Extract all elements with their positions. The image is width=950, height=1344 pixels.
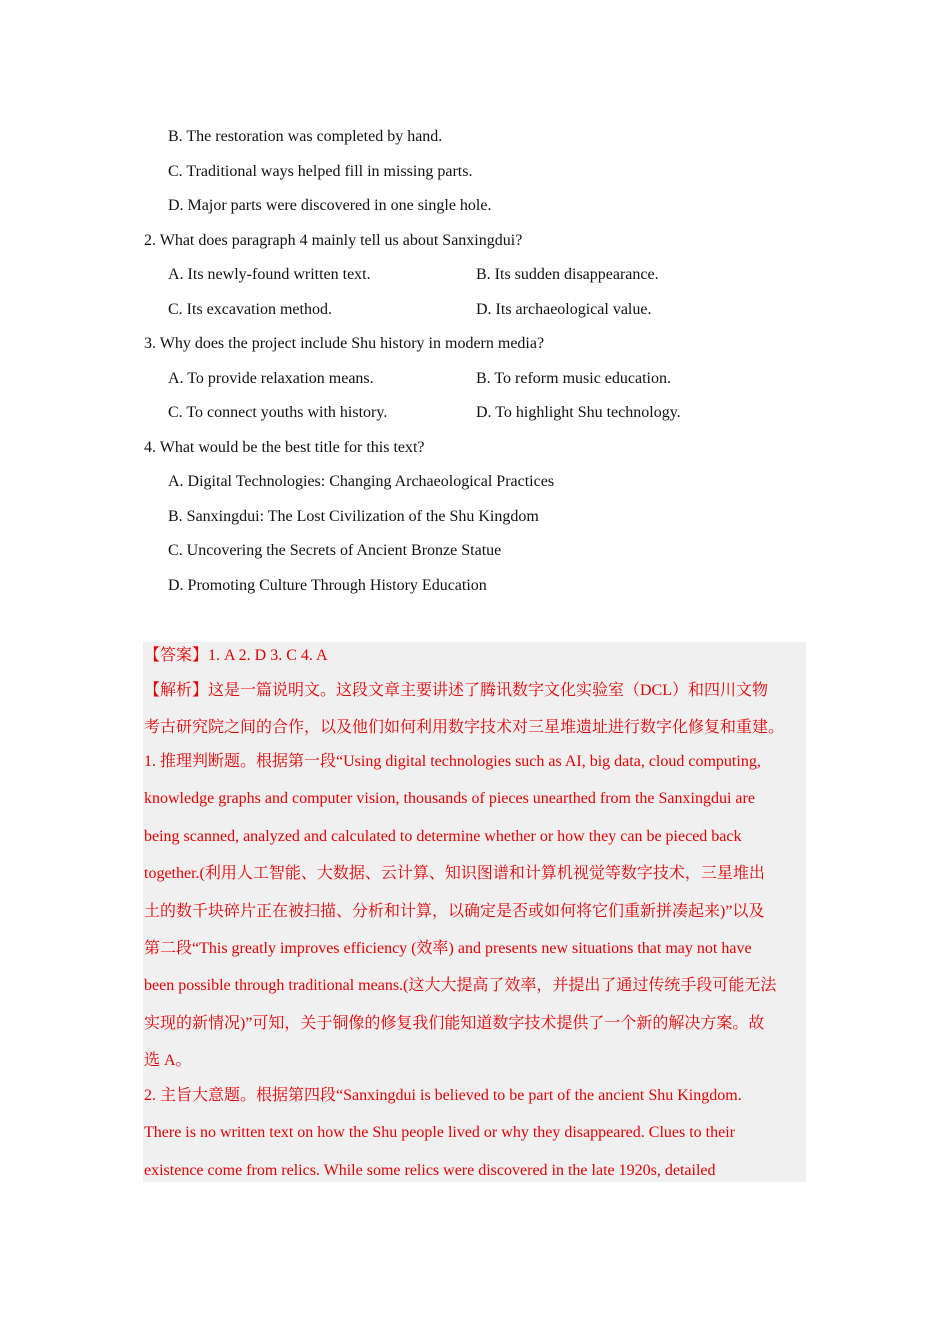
q2-option-a: A. Its newly-found written text. <box>168 266 371 283</box>
q3-option-b: B. To reform music education. <box>476 370 671 387</box>
explanation-line: There is no written text on how the Shu people lived or why they disappeared. Clues to their <box>144 1124 735 1141</box>
explanation-line: 土的数千块碎片正在被扫描、分析和计算，以确定是否或如何将它们重新拼凑起来)”以及 <box>144 903 765 920</box>
q1-option-b: B. The restoration was completed by hand. <box>168 128 443 145</box>
q4-option-a: A. Digital Technologies: Changing Archaeological Practices <box>168 473 555 490</box>
explanation-line: been possible through traditional means.(这大大提高了效率，并提出了通过传统手段可能无法 <box>144 977 777 994</box>
explanation-line: 实现的新情况)”可知，关于铜像的修复我们能知道数字技术提供了一个新的解决方案。故 <box>144 1015 765 1032</box>
q4-stem: 4. What would be the best title for this text? <box>144 439 425 456</box>
q3-stem: 3. Why does the project include Shu history in modern media? <box>144 335 545 352</box>
q2-stem: 2. What does paragraph 4 mainly tell us about Sanxingdui? <box>144 232 523 249</box>
q3-option-d: D. To highlight Shu technology. <box>476 404 681 421</box>
explanation-line: 1. 推理判断题。根据第一段“Using digital technologies such as AI, big data, cloud computing, <box>144 753 761 770</box>
explanation-line: 选 A。 <box>144 1052 192 1069</box>
q1-option-c: C. Traditional ways helped fill in missing parts. <box>168 163 473 180</box>
q4-option-d: D. Promoting Culture Through History Education <box>168 577 487 594</box>
explanation-line: 【解析】这是一篇说明文。这段文章主要讲述了腾讯数字文化实验室（DCL）和四川文物 <box>144 682 769 699</box>
q4-option-b: B. Sanxingdui: The Lost Civilization of the Shu Kingdom <box>168 508 539 525</box>
q3-option-c: C. To connect youths with history. <box>168 404 388 421</box>
explanation-line: 考古研究院之间的合作，以及他们如何利用数字技术对三星堆遗址进行数字化修复和重建。 <box>144 719 785 736</box>
q3-option-a: A. To provide relaxation means. <box>168 370 374 387</box>
explanation-line: knowledge graphs and computer vision, thousands of pieces unearthed from the Sanxingdui are <box>144 790 755 807</box>
explanation-line: 第二段“This greatly improves efficiency (效率) and presents new situations that may not have <box>144 940 752 957</box>
q2-option-c: C. Its excavation method. <box>168 301 332 318</box>
explanation-line: 2. 主旨大意题。根据第四段“Sanxingdui is believed to be part of the ancient Shu Kingdom. <box>144 1087 742 1104</box>
answer-key: 【答案】1. A 2. D 3. C 4. A <box>144 647 328 664</box>
q4-option-c: C. Uncovering the Secrets of Ancient Bronze Statue <box>168 542 502 559</box>
q2-option-b: B. Its sudden disappearance. <box>476 266 659 283</box>
explanation-line: together.(利用人工智能、大数据、云计算、知识图谱和计算机视觉等数字技术，三星堆出 <box>144 865 765 882</box>
explanation-line: existence come from relics. While some relics were discovered in the late 1920s, detailed <box>144 1162 716 1179</box>
q1-option-d: D. Major parts were discovered in one single hole. <box>168 197 492 214</box>
explanation-line: being scanned, analyzed and calculated to determine whether or how they can be pieced back <box>144 828 742 845</box>
q2-option-d: D. Its archaeological value. <box>476 301 652 318</box>
